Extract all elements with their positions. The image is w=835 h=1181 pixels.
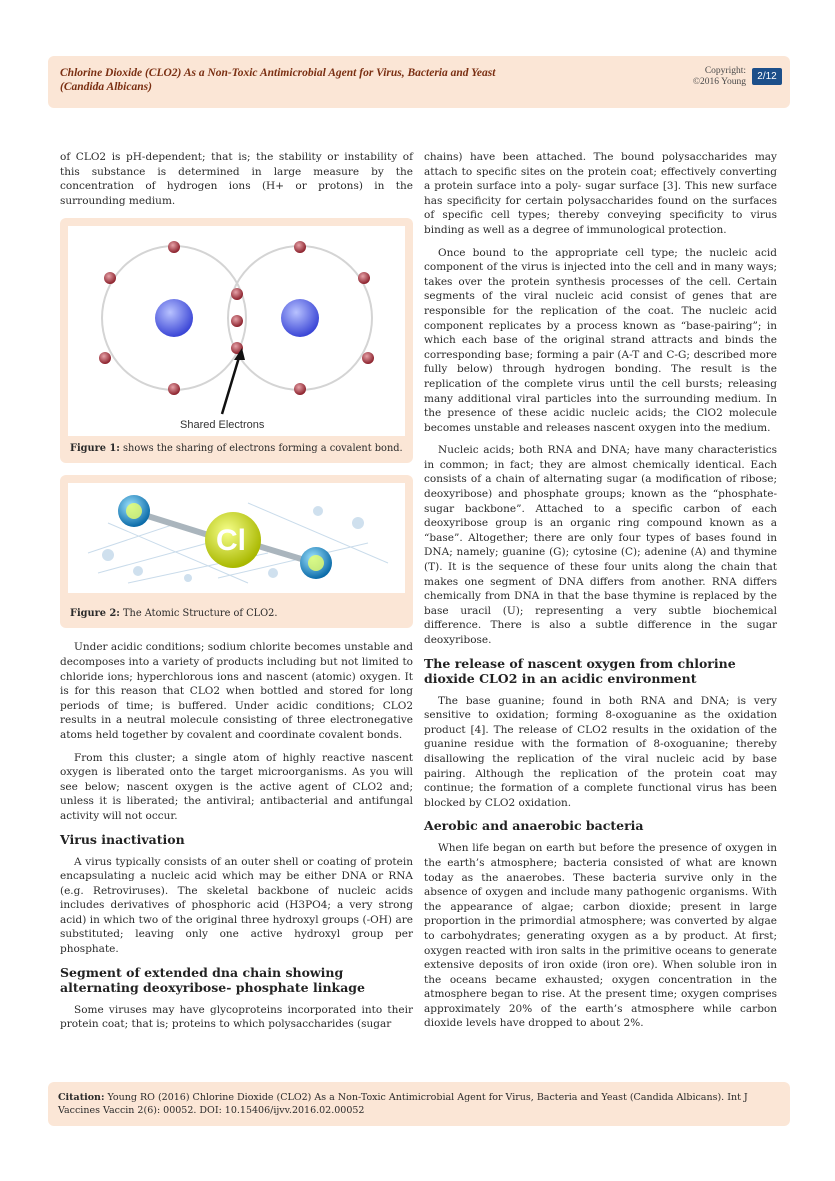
chlorine-symbol: Cl — [216, 524, 246, 558]
paragraph: chains) have been attached. The bound polysaccharides may attach to specific sites on the protein coat; effectively converting a protein surface into a poly- sugar surface [3]. This new surface has specificity for certain polysaccharides found on the surfaces of specific cell types; thereby conveying specificity to virus binding as well as a degree of immunological protection. — [424, 151, 777, 236]
nucleus-left — [155, 299, 193, 337]
paragraph: Some viruses may have glycoproteins incorporated into their protein coat; that is; proteins to which polysaccharides (sugar — [60, 1003, 413, 1031]
section-heading-aerobic-bacteria: Aerobic and anaerobic bacteria — [424, 818, 644, 834]
paragraph: Nucleic acids; both RNA and DNA; have many characteristics in common; in fact; they are almost chemically identical. Each consists of a chain of alternating sugar (a modification of ribose; deoxyribose) and phosphate groups; known as the “phosphate-sugar backbone”. Attached to a specific carbon of each deoxyribose group is an organic ring compound known as a “base”. Altogether; there are only four types of bases found in DNA; namely; guanine (G); cytosine (C); adenine (A) and thymine (T). It is the sequence of these four units along the chain that makes one segment of DNA differs from another. RNA differs chemically from DNA in that the base thymine is replaced by the base uracil (U); representing a very subtle biochemical difference. There is also a subtle difference in the sugar deoxyribose. — [424, 444, 777, 646]
paragraph: A virus typically consists of an outer shell or coating of protein encapsulating a nucleic acid which may be either DNA or RNA (e.g. Retroviruses). The skeletal backbone of nucleic acids includes derivatives of phosphoric acid (H3PO4; a very strong acid) in which two of the original three hydroxyl groups (-OH) are substituted; leaving only one active hydroxyl group per phosphate. — [60, 855, 413, 956]
clo2-structure-svg — [68, 483, 399, 593]
paragraph: of CLO2 is pH-dependent; that is; the stability or instability of this substance is determined in large measure by the concentration of hydrogen ions (H+ or protons) in the surrounding medium. — [60, 151, 413, 207]
covalent-bond-diagram — [68, 226, 405, 436]
copyright-notice — [693, 66, 746, 88]
copyright-label: Copyright: — [704, 66, 746, 76]
citation-footer — [48, 1082, 790, 1126]
article-running-title: Chlorine Dioxide (CLO2) As a Non-Toxic Antimicrobial Agent for Virus, Bacteria and Yeast (Candida Albicans) — [60, 67, 496, 93]
paragraph: Once bound to the appropriate cell type; the nucleic acid component of the virus is injected into the cell and in many ways; takes over the protein synthesis processes of the cell. Certain segments of the viral nucleic acid consist of genes that are responsible for the replication of the coat. The nucleic acid component replicates by a process known as “base-pairing”; in which each base of the original strand attracts and binds the corresponding base; forming a pair (A-T and C-G; described more fully below) through hydrogen bonding. The result is the replication of the complete virus until the cell bursts; releasing many additional viral particles into the surrounding medium. In the presence of these acidic nucleic acids; the ClO2 molecule becomes unstable and releases nascent oxygen into the medium. — [424, 246, 777, 434]
paragraph: The base guanine; found in both RNA and DNA; is very sensitive to oxidation; forming 8-oxoguanine as the oxidation product [4]. The release of CLO2 results in the oxidation of the guanine residue with the formation of 8-oxoguanine; thereby disallowing the replication of the viral nucleic acid by base pairing. Although the replication of the protein coat may continue; the formation of a complete functional virus has been blocked by CLO2 oxidation. — [424, 694, 777, 809]
paragraph: When life began on earth but before the presence of oxygen in the earth’s atmosphere; bacteria consisted of what are known today as the anaerobes. These bacteria survive only in the absence of oxygen and include many pathogenic organisms. With the appearance of algae; carbon dioxide; present in large proportion in the primordial atmosphere; was converted by algae to carbohydrates; generating oxygen as a by product. At first; oxygen reacted with iron salts in the primitive oceans to generate extensive deposits of iron oxide (iron ore). When soluble iron in the oceans became exhausted; oxygen concentration in the atmosphere began to rise. At the present time; oxygen comprises approximately 20% of the earth’s atmosphere while carbon dioxide levels have dropped to about 2%. — [424, 842, 777, 1030]
figure-2-caption: Figure 2: The Atomic Structure of CLO2. — [70, 608, 278, 620]
copyright-text: ©2016 Young — [692, 77, 746, 87]
section-heading-virus-inactivation: Virus inactivation — [60, 831, 185, 847]
figure-1 — [60, 218, 413, 463]
citation-label: Citation: — [58, 1092, 105, 1103]
right-column — [424, 150, 777, 1039]
section-heading-dna-chain: Segment of extended dna chain showing alternating deoxyribose- phosphate linkage — [60, 964, 365, 995]
shared-electrons-label: Shared Electrons — [180, 419, 265, 432]
covalent-bond-svg — [68, 226, 399, 436]
clo2-atomic-structure-image — [68, 483, 405, 593]
page-number-badge: 2/12 — [752, 68, 782, 85]
section-heading-nascent-oxygen: The release of nascent oxygen from chlorine dioxide CLO2 in an acidic environment — [424, 655, 736, 686]
nucleus-right — [281, 299, 319, 337]
figure-1-caption: Figure 1: shows the sharing of electrons forming a covalent bond. — [70, 443, 403, 455]
citation-text — [58, 1091, 778, 1117]
page-header — [48, 56, 790, 108]
left-column — [60, 150, 413, 1040]
electrons — [99, 241, 374, 395]
paragraph: Under acidic conditions; sodium chlorite becomes unstable and decomposes into a variety of products including but not limited to chloride ions; hyperchlorous ions and nascent (atomic) oxygen. It is for this reason that CLO2 when bottled and stored for long periods of time; is buffered. Under acidic conditions; CLO2 results in a neutral molecule consisting of three electronegative atoms held together by covalent and coordinate covalent bonds. — [60, 641, 413, 741]
paragraph: From this cluster; a single atom of highly reactive nascent oxygen is liberated onto the target microorganisms. As you will see below; nascent oxygen is the active agent of CLO2 and; unless it is liberated; the antiviral; antibacterial and antifungal activity will not occur. — [60, 751, 413, 822]
citation-body: Young RO (2016) Chlorine Dioxide (CLO2) As a Non-Toxic Antimicrobial Agent for Virus, Bacteria and Yeast (Candida Albicans). Int J Vaccines Vaccin 2(6): 00052. DOI: 10.15406/ijvv.2016.02.00052 — [58, 1092, 748, 1116]
figure-2 — [60, 475, 413, 628]
